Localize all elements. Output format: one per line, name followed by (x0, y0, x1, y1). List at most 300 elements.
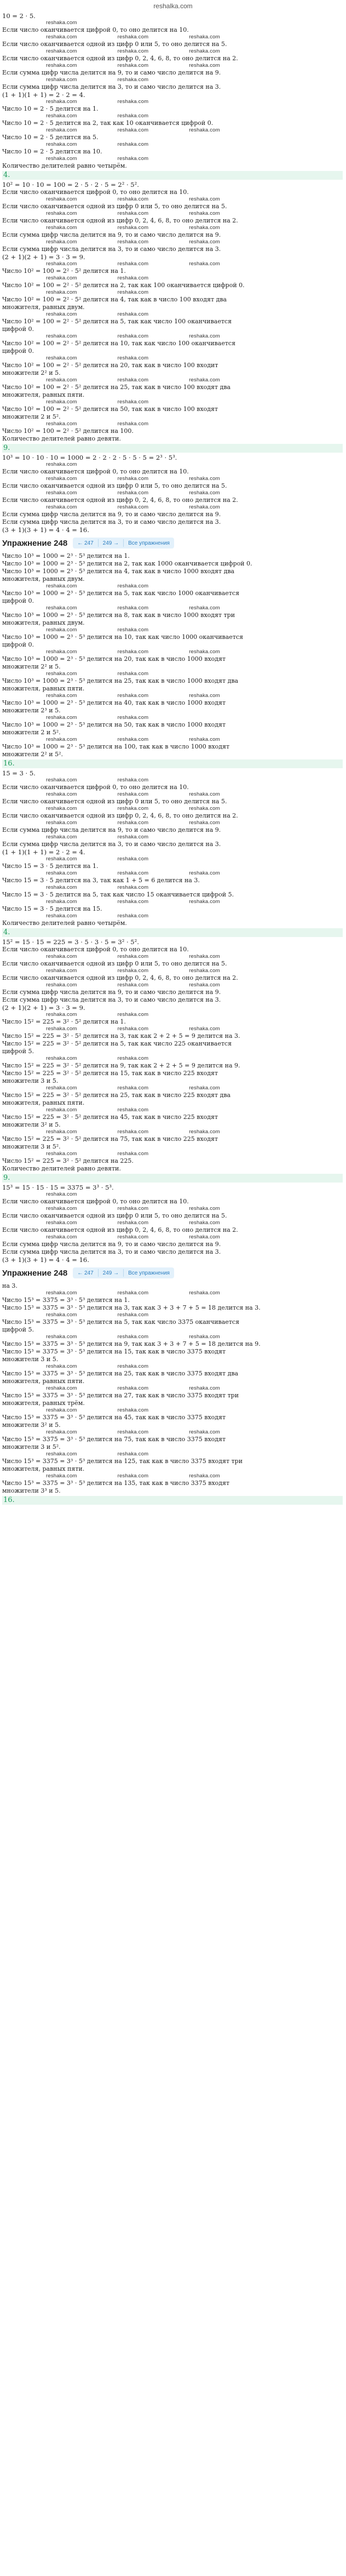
watermark: reshaka.com (46, 1191, 77, 1197)
watermark-row (2, 1012, 343, 1018)
watermark: reshaka.com (189, 225, 220, 231)
divisor-line: множители 2³ и 5. (2, 707, 61, 714)
divisor-line: множители 3 и 5². (2, 1143, 61, 1150)
watermark: reshaka.com (46, 156, 77, 162)
divisor-line: Число 15³ = 3375 = 3³ · 5³ делится на 45, так как в число 3375 входят (2, 1414, 226, 1421)
watermark: reshaka.com (46, 1429, 77, 1435)
watermark: reshaka.com (117, 693, 149, 699)
watermark: reshaka.com (117, 627, 149, 633)
watermark: reshaka.com (189, 1129, 220, 1135)
divisor-line: Число 15³ = 3375 = 3³ · 5³ делится на 1. (2, 1296, 130, 1304)
watermark: reshaka.com (117, 225, 149, 231)
divisor-line: Число 10³ = 1000 = 2³ · 5³ делится на 50, так как в число 1000 входят (2, 721, 226, 728)
watermark: reshaka.com (189, 1429, 220, 1435)
watermark-row (2, 884, 343, 891)
watermark-row (2, 953, 343, 960)
watermark: reshaka.com (117, 1220, 149, 1226)
watermark: reshaka.com (46, 884, 77, 890)
watermark: reshaka.com (117, 605, 149, 611)
divisor-line: множители 3 и 5. (2, 1356, 59, 1363)
watermark: reshaka.com (46, 968, 77, 974)
watermark: reshaka.com (189, 48, 220, 54)
watermark-row (2, 649, 343, 655)
watermark: reshaka.com (189, 649, 220, 655)
watermark: reshaka.com (117, 34, 149, 40)
rule-line: Если сумма цифр числа делится на 3, то и само число делится на 3. (2, 996, 221, 1003)
watermark: reshaka.com (46, 806, 77, 812)
watermark: reshaka.com (117, 210, 149, 216)
watermark: reshaka.com (117, 1234, 149, 1240)
answer-number: 9. (2, 444, 343, 453)
divisor-line: множители 3 и 5. (2, 1077, 59, 1084)
divisor-line: Число 10³ = 1000 = 2³ · 5³ делится на 4, так как в число 1000 входят два (2, 568, 235, 575)
rule-line: Если число оканчивается цифрой 0, то оно делится на 10. (2, 189, 189, 196)
watermark-row (2, 777, 343, 784)
watermark: reshaka.com (46, 605, 77, 611)
watermark: reshaka.com (46, 210, 77, 216)
divisor-line: Число 10 = 2 · 5 делится на 10. (2, 148, 102, 155)
divisor-line: Число 10 = 2 · 5 делится на 1. (2, 105, 99, 112)
answer-number: 16. (2, 759, 343, 768)
watermark: reshaka.com (117, 856, 149, 862)
divisor-line: Число 10³ = 1000 = 2³ · 5³ делится на 2, так как 1000 оканчивается цифрой 0. (2, 560, 252, 567)
divisor-line: Число 15³ = 3375 = 3³ · 5³ делится на 15, так как в число 3375 входят (2, 1348, 226, 1355)
rule-line: Если сумма цифр числа делится на 9, то и само число делится на 9. (2, 826, 221, 833)
divisor-line: Число 15³ = 3375 = 3³ · 5³ делится на 3, так как 3 + 3 + 7 + 5 = 18 делится на 3. (2, 1304, 261, 1311)
watermark: reshaka.com (117, 261, 149, 267)
answer-number: 4. (2, 928, 343, 937)
watermark-row (2, 239, 343, 245)
watermark-row (2, 1312, 343, 1318)
divisor-line: на 3. (2, 1282, 18, 1289)
watermark-row (2, 127, 343, 134)
divisor-line: множители 2² и 5. (2, 369, 61, 376)
divisor-line: Число 15² = 225 = 3² · 5² делится на 75, так как в число 225 входят (2, 1135, 218, 1143)
watermark: reshaka.com (117, 715, 149, 721)
watermark: reshaka.com (117, 1085, 149, 1091)
watermark: reshaka.com (117, 1451, 149, 1457)
watermark: reshaka.com (117, 421, 149, 427)
all-exercises-link[interactable]: Все упражнения (128, 1270, 170, 1276)
watermark: reshaka.com (46, 1363, 77, 1369)
watermark-row (2, 820, 343, 826)
divisor-line: Число 10³ = 1000 = 2³ · 5³ делится на 1. (2, 552, 130, 559)
rule-line: Если сумма цифр числа делится на 3, то и само число делится на 3. (2, 518, 221, 526)
watermark: reshaka.com (117, 275, 149, 281)
equation-line: 15² = 15 · 15 = 225 = 3 · 5 · 3 · 5 = 3² · 5². (2, 938, 139, 946)
watermark: reshaka.com (117, 1026, 149, 1032)
watermark-row (2, 899, 343, 905)
watermark: reshaka.com (189, 806, 220, 812)
prev-exercise-link[interactable]: ← 247 (77, 1270, 94, 1276)
equation-line: 10² = 10 · 10 = 100 = 2 · 5 · 2 · 5 = 2² · 5². (2, 181, 139, 189)
prev-exercise-link[interactable]: ← 247 (77, 540, 94, 546)
watermark: reshaka.com (189, 1473, 220, 1479)
watermark-row (2, 806, 343, 812)
watermark: reshaka.com (46, 196, 77, 202)
watermark: reshaka.com (117, 311, 149, 317)
watermark-row (2, 355, 343, 362)
total-line: Количество делителей равно четырём. (2, 919, 127, 927)
watermark: reshaka.com (46, 834, 77, 840)
watermark: reshaka.com (117, 333, 149, 339)
divisor-line: Число 10³ = 1000 = 2³ · 5³ делится на 10, так как число 1000 оканчивается (2, 633, 244, 641)
watermark: reshaka.com (189, 127, 220, 133)
watermark: reshaka.com (189, 870, 220, 876)
watermark: reshaka.com (46, 355, 77, 361)
watermark-row (2, 48, 343, 55)
watermark: reshaka.com (189, 605, 220, 611)
watermark: reshaka.com (117, 953, 149, 959)
watermark: reshaka.com (46, 1473, 77, 1479)
watermark: reshaka.com (117, 1129, 149, 1135)
watermark: reshaka.com (117, 982, 149, 988)
all-exercises-link[interactable]: Все упражнения (128, 540, 170, 546)
total-line: Количество делителей равно девяти. (2, 1165, 121, 1172)
watermark-row (2, 504, 343, 511)
watermark: reshaka.com (189, 1220, 220, 1226)
watermark: reshaka.com (46, 982, 77, 988)
watermark-row (2, 671, 343, 677)
total-line: Количество делителей равно четырём. (2, 162, 127, 169)
rule-line: Если число оканчивается цифрой 0, то оно делится на 10. (2, 468, 189, 475)
divisor-line: множителя, равных пяти. (2, 1465, 85, 1472)
divisor-line: множители 3² и 5. (2, 1121, 61, 1128)
equation-line: 10³ = 10 · 10 · 10 = 1000 = 2 · 2 · 2 · 5 · 5 · 5 = 2³ · 5³. (2, 454, 177, 461)
watermark-row (2, 476, 343, 482)
divisor-line: множители 3 и 5². (2, 1443, 61, 1450)
watermark: reshaka.com (189, 982, 220, 988)
watermark: reshaka.com (46, 1290, 77, 1296)
rule-line: Если число оканчивается одной из цифр 0, 2, 4, 6, 8, то оно делится на 2. (2, 1226, 238, 1233)
watermark-row (2, 627, 343, 633)
watermark: reshaka.com (46, 715, 77, 721)
watermark: reshaka.com (46, 1312, 77, 1318)
answer-number: 4. (2, 171, 343, 180)
divisor-line: множителя, равных двум. (2, 619, 85, 626)
divisor-line: множителя, равных пяти. (2, 391, 85, 398)
watermark: reshaka.com (46, 1220, 77, 1226)
divisor-line: цифрой 0. (2, 597, 34, 604)
watermark-row (2, 461, 343, 468)
watermark-row (2, 791, 343, 798)
watermark: reshaka.com (46, 490, 77, 496)
watermark-row (2, 311, 343, 318)
watermark: reshaka.com (46, 127, 77, 133)
watermark: reshaka.com (46, 693, 77, 699)
watermark: reshaka.com (46, 1085, 77, 1091)
rule-line: Если сумма цифр числа делится на 3, то и само число делится на 3. (2, 841, 221, 848)
watermark: reshaka.com (117, 968, 149, 974)
solution-content (0, 12, 346, 1505)
exercise-nav-bar (2, 536, 343, 550)
rule-line: Если число оканчивается одной из цифр 0 или 5, то оно делится на 5. (2, 203, 227, 210)
watermark: reshaka.com (189, 1385, 220, 1391)
watermark: reshaka.com (189, 1085, 220, 1091)
divisor-line: Число 15³ = 3375 = 3³ · 5³ делится на 9, так как 3 + 3 + 7 + 5 = 18 делится на 9. (2, 1340, 261, 1347)
watermark: reshaka.com (46, 399, 77, 405)
watermark: reshaka.com (117, 1107, 149, 1113)
divisor-line: Число 10 = 2 · 5 делится на 2, так как 10 оканчивается цифрой 0. (2, 119, 214, 127)
count-line: (2 + 1)(2 + 1) = 3 · 3 = 9. (2, 253, 85, 261)
total-line: Количество делителей равно девяти. (2, 435, 121, 442)
watermark: reshaka.com (189, 504, 220, 510)
watermark: reshaka.com (46, 1151, 77, 1157)
watermark: reshaka.com (46, 77, 77, 83)
watermark: reshaka.com (46, 777, 77, 783)
watermark: reshaka.com (117, 355, 149, 361)
watermark-row (2, 261, 343, 267)
rule-line: Если число оканчивается одной из цифр 0, 2, 4, 6, 8, то оно делится на 2. (2, 55, 238, 62)
watermark: reshaka.com (46, 1407, 77, 1413)
watermark: reshaka.com (46, 476, 77, 482)
watermark: reshaka.com (117, 583, 149, 589)
watermark: reshaka.com (189, 210, 220, 216)
watermark: reshaka.com (46, 791, 77, 797)
watermark-row (2, 156, 343, 162)
watermark: reshaka.com (189, 791, 220, 797)
site-header[interactable]: reshalka.com (153, 2, 193, 10)
watermark: reshaka.com (117, 77, 149, 83)
watermark-row (2, 20, 343, 26)
answer-number: 16. (2, 1496, 343, 1505)
watermark: reshaka.com (46, 1334, 77, 1340)
watermark-row (2, 583, 343, 590)
watermark: reshaka.com (46, 1451, 77, 1457)
divisor-line: цифрой 5. (2, 1048, 34, 1055)
exercise-pager (73, 1267, 174, 1278)
watermark: reshaka.com (117, 1473, 149, 1479)
watermark: reshaka.com (117, 834, 149, 840)
watermark: reshaka.com (189, 196, 220, 202)
watermark-row (2, 605, 343, 612)
divisor-line: Число 10³ = 1000 = 2³ · 5³ делится на 5, так как число 1000 оканчивается (2, 590, 240, 597)
watermark: reshaka.com (189, 476, 220, 482)
watermark: reshaka.com (117, 1385, 149, 1391)
rule-line: Если число оканчивается одной из цифр 0, 2, 4, 6, 8, то оно делится на 2. (2, 496, 238, 504)
rule-line: Если число оканчивается одной из цифр 0 или 5, то оно делится на 5. (2, 798, 227, 805)
divisor-line: цифрой 5. (2, 1326, 34, 1333)
watermark: reshaka.com (189, 1290, 220, 1296)
watermark: reshaka.com (46, 113, 77, 119)
divisor-line: Число 15² = 225 = 3² · 5² делится на 15, так как в число 225 входят (2, 1070, 218, 1077)
watermark: reshaka.com (117, 62, 149, 68)
watermark: reshaka.com (189, 34, 220, 40)
rule-line: Если число оканчивается цифрой 0, то оно делится на 10. (2, 1198, 189, 1205)
divisor-line: Число 10 = 2 · 5 делится на 5. (2, 134, 99, 141)
watermark: reshaka.com (189, 1206, 220, 1212)
watermark-row (2, 275, 343, 282)
divisor-line: Число 10² = 100 = 2² · 5² делится на 20, так как в число 100 входит (2, 362, 218, 369)
rule-line: Если число оканчивается одной из цифр 0, 2, 4, 6, 8, то оно делится на 2. (2, 217, 238, 224)
watermark: reshaka.com (117, 791, 149, 797)
divisor-line: Число 10³ = 1000 = 2³ · 5³ делится на 40, так как в число 1000 входят (2, 699, 226, 706)
watermark: reshaka.com (189, 1234, 220, 1240)
watermark: reshaka.com (189, 968, 220, 974)
divisor-line: Число 15³ = 3375 = 3³ · 5³ делится на 125, так как в число 3375 входят три (2, 1458, 243, 1465)
watermark-row (2, 1451, 343, 1458)
divisor-line: цифрой 0. (2, 641, 34, 648)
divisor-line: множителя, равных пяти. (2, 1099, 85, 1106)
next-exercise-link[interactable]: 249 → (102, 540, 119, 546)
watermark: reshaka.com (117, 1407, 149, 1413)
watermark-row (2, 913, 343, 919)
rule-line: Если сумма цифр числа делится на 9, то и само число делится на 9. (2, 989, 221, 996)
rule-line: Если число оканчивается цифрой 0, то оно делится на 10. (2, 946, 189, 953)
count-line: (3 + 1)(3 + 1) = 4 · 4 = 16. (2, 526, 89, 534)
watermark: reshaka.com (46, 870, 77, 876)
watermark: reshaka.com (117, 476, 149, 482)
divisor-line: Число 10² = 100 = 2² · 5² делится на 4, так как в число 100 входят два (2, 296, 227, 303)
divisor-line: множителя, равных трём. (2, 1400, 85, 1407)
watermark: reshaka.com (46, 377, 77, 383)
watermark: reshaka.com (117, 399, 149, 405)
divisor-line: цифрой 0. (2, 347, 34, 355)
watermark-row (2, 77, 343, 83)
watermark: reshaka.com (46, 333, 77, 339)
divisor-line: Число 15 = 3 · 5 делится на 1. (2, 863, 99, 870)
watermark-row (2, 490, 343, 496)
watermark-row (2, 715, 343, 721)
watermark-row (2, 34, 343, 41)
watermark-row (2, 1085, 343, 1092)
divisor-line: Число 10² = 100 = 2² · 5² делится на 1. (2, 267, 126, 275)
watermark-row (2, 196, 343, 203)
divisor-line: Число 15² = 225 = 3² · 5² делится на 25, так как в число 225 входят два (2, 1092, 231, 1099)
divisor-line: множители 2 и 5². (2, 413, 61, 420)
watermark: reshaka.com (46, 34, 77, 40)
watermark: reshaka.com (46, 1385, 77, 1391)
watermark: reshaka.com (117, 99, 149, 105)
watermark: reshaka.com (46, 1055, 77, 1061)
divisor-line: Число 10³ = 1000 = 2³ · 5³ делится на 8, так как в число 1000 входят три (2, 612, 235, 619)
watermark: reshaka.com (189, 736, 220, 742)
watermark: reshaka.com (117, 1312, 149, 1318)
divisor-line: Число 15³ = 3375 = 3³ · 5³ делится на 5, так как число 3375 оканчивается (2, 1318, 240, 1326)
watermark: reshaka.com (117, 1363, 149, 1369)
exercise-title: Упражнение 248 (2, 1268, 68, 1278)
watermark-row (2, 1055, 343, 1062)
rule-line: Если число оканчивается одной из цифр 0 или 5, то оно делится на 5. (2, 41, 227, 48)
divisor-line: Число 15² = 225 = 3² · 5² делится на 225. (2, 1157, 134, 1164)
divisor-line: Число 10³ = 1000 = 2³ · 5³ делится на 25, так как в число 1000 входят два (2, 677, 239, 684)
divisor-line: Число 15³ = 3375 = 3³ · 5³ делится на 25, так как в число 3375 входят два (2, 1370, 239, 1377)
watermark: reshaka.com (189, 899, 220, 905)
exercise-pager (73, 538, 174, 549)
watermark: reshaka.com (46, 1206, 77, 1212)
watermark: reshaka.com (46, 583, 77, 589)
watermark: reshaka.com (46, 421, 77, 427)
rule-line: Если сумма цифр числа делится на 9, то и само число делится на 9. (2, 1241, 221, 1248)
divisor-line: цифрой 0. (2, 325, 34, 333)
watermark: reshaka.com (46, 261, 77, 267)
watermark: reshaka.com (117, 1055, 149, 1061)
watermark: reshaka.com (46, 1026, 77, 1032)
watermark: reshaka.com (46, 671, 77, 677)
watermark: reshaka.com (117, 1206, 149, 1212)
watermark: reshaka.com (189, 333, 220, 339)
watermark-row (2, 399, 343, 405)
watermark-row (2, 1407, 343, 1414)
watermark: reshaka.com (117, 504, 149, 510)
divisor-line: Число 10² = 100 = 2² · 5² делится на 50, так как в число 100 входят (2, 405, 218, 413)
watermark-row (2, 210, 343, 217)
rule-line: Если сумма цифр числа делится на 9, то и само число делится на 9. (2, 511, 221, 518)
watermark: reshaka.com (117, 141, 149, 147)
divisor-line: Число 10³ = 1000 = 2³ · 5³ делится на 20, так как в число 1000 входят (2, 655, 226, 662)
watermark: reshaka.com (117, 1334, 149, 1340)
rule-line: Если число оканчивается одной из цифр 0 или 5, то оно делится на 5. (2, 960, 227, 967)
watermark: reshaka.com (46, 649, 77, 655)
watermark-row (2, 968, 343, 974)
watermark: reshaka.com (189, 1334, 220, 1340)
rule-line: Если число оканчивается одной из цифр 0 или 5, то оно делится на 5. (2, 1212, 227, 1219)
next-exercise-link[interactable]: 249 → (102, 1270, 119, 1276)
divisor-line: множителя, равных двум. (2, 575, 85, 582)
divisor-line: Число 10² = 100 = 2² · 5² делится на 5, так как число 100 оканчивается (2, 318, 232, 325)
equation-line: 15 = 3 · 5. (2, 769, 36, 777)
watermark: reshaka.com (117, 239, 149, 245)
rule-line: Если число оканчивается одной из цифр 0, 2, 4, 6, 8, то оно делится на 2. (2, 974, 238, 981)
watermark: reshaka.com (46, 953, 77, 959)
watermark: reshaka.com (117, 289, 149, 295)
watermark: reshaka.com (117, 196, 149, 202)
watermark: reshaka.com (46, 20, 77, 26)
watermark: reshaka.com (189, 261, 220, 267)
count-line: (2 + 1)(2 + 1) = 3 · 3 = 9. (2, 1004, 85, 1012)
watermark: reshaka.com (46, 736, 77, 742)
divisor-line: множители 2² и 5. (2, 663, 61, 670)
divisor-line: Число 15² = 225 = 3² · 5² делится на 45, так как в число 225 входят (2, 1113, 218, 1121)
watermark: reshaka.com (189, 953, 220, 959)
divisor-line: Число 15² = 225 = 3² · 5² делится на 1. (2, 1018, 126, 1025)
watermark: reshaka.com (46, 899, 77, 905)
watermark: reshaka.com (46, 913, 77, 919)
watermark: reshaka.com (46, 99, 77, 105)
divisor-line: Число 10² = 100 = 2² · 5² делится на 10, так как число 100 оканчивается (2, 340, 236, 347)
rule-line: Если число оканчивается цифрой 0, то оно делится на 10. (2, 784, 189, 791)
watermark: reshaka.com (117, 490, 149, 496)
watermark: reshaka.com (46, 504, 77, 510)
watermark: reshaka.com (46, 289, 77, 295)
watermark: reshaka.com (46, 1012, 77, 1018)
divisor-line: Число 10³ = 1000 = 2³ · 5³ делится на 100, так как в число 1000 входят (2, 743, 230, 750)
divisor-line: множителя, равных двум. (2, 304, 85, 311)
watermark: reshaka.com (117, 1151, 149, 1157)
watermark-row (2, 1473, 343, 1480)
count-line: (1 + 1)(1 + 1) = 2 · 2 = 4. (2, 848, 85, 856)
watermark: reshaka.com (117, 870, 149, 876)
divisor-line: множителя, равных пяти. (2, 685, 85, 692)
watermark: reshaka.com (46, 1107, 77, 1113)
watermark: reshaka.com (189, 820, 220, 826)
watermark-row (2, 982, 343, 989)
watermark: reshaka.com (117, 820, 149, 826)
rule-line: Если сумма цифр числа делится на 3, то и само число делится на 3. (2, 245, 221, 253)
exercise-nav-bar (2, 1266, 343, 1280)
divisor-line: множители 3³ и 5. (2, 1487, 61, 1494)
watermark-row (2, 289, 343, 296)
watermark: reshaka.com (117, 884, 149, 890)
watermark-row (2, 141, 343, 148)
watermark-row (2, 99, 343, 105)
watermark-row (2, 1206, 343, 1212)
watermark: reshaka.com (46, 311, 77, 317)
watermark-row (2, 333, 343, 340)
divisor-line: множители 3² и 5. (2, 1421, 61, 1429)
watermark: reshaka.com (46, 627, 77, 633)
watermark: reshaka.com (46, 141, 77, 147)
